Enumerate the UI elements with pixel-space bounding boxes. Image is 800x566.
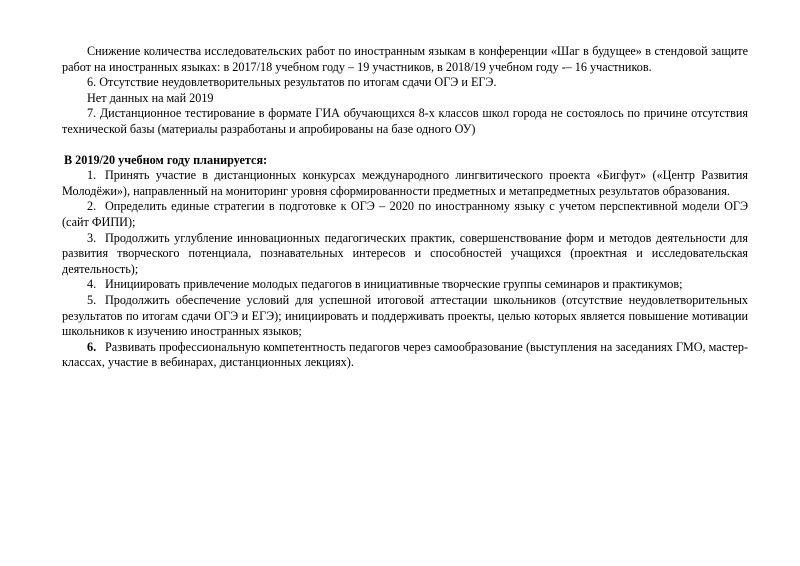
plan-item-number: 5. (87, 292, 97, 307)
plan-item (62, 199, 748, 230)
plan-item-text: Продолжить углубление инновационных педагогических практик, совершенствование форм и методов деятельности для развития творческого потенциала, познавательных интересов и способностей учащихся (проектная и исследовательская деятельность); (62, 230, 748, 276)
plan-item (62, 293, 748, 340)
spacer (62, 138, 748, 153)
plan-item-number: 6. (87, 339, 97, 354)
plan-item (62, 168, 748, 199)
plan-item (62, 277, 748, 293)
plan-item-number: 2. (87, 199, 97, 214)
paragraph-no-unsatisfactory-results: 6. Отсутствие неудовлетворительных результатов по итогам сдачи ОГЭ и ЕГЭ. (87, 75, 497, 90)
plan-item-text: Инициировать привлечение молодых педагогов в инициативные творческие группы семинаров и практикумов; (105, 277, 683, 292)
plan-item-text: Продолжить обеспечение условий для успешной итоговой аттестации школьников (отсутствие неудовлетворительных результатов по итогам сдачи ОГЭ и ЕГЭ); инициировать и поддерживать проекты, целью которых является повышение мотивации школьников к изучению иностранных языков; (62, 292, 748, 339)
paragraph-no-data: Нет данных на май 2019 (87, 90, 214, 105)
plan-item-text: Развивать профессиональную компетентность педагогов через самообразование (выступления на заседаниях ГМО, мастер-классах, участие в вебинарах, дистанционных лекциях). (62, 339, 748, 370)
plan-item-text: Определить единые стратегии в подготовке к ОГЭ – 2020 по иностранному языку с учетом перспективной модели ОГЭ (сайт ФИПИ); (62, 199, 748, 229)
plan-heading: В 2019/20 учебном году планируется: (64, 152, 268, 167)
plan-item-number: 3. (87, 230, 97, 245)
document-page (62, 44, 748, 371)
plan-item-number: 4. (87, 277, 97, 292)
paragraph-research-decline: Снижение количества исследовательских работ по иностранным языкам в конференции «Шаг в будущее» в стендовой защите работ на иностранных языках: в 2017/18 учебном году – 19 участников, в 2018/19 учебном году -– 16 участников. (62, 44, 748, 74)
plan-item (62, 340, 748, 371)
plan-item-number: 1. (87, 168, 97, 183)
plan-item-text: Принять участие в дистанционных конкурсах международного лингвитического проекта «Бигфут» («Центр Развития Молодёжи»), направленный на мониторинг уровня сформированности предметных и метапредметных результатов образования. (62, 168, 748, 198)
plan-item (62, 231, 748, 278)
paragraph-remote-testing: 7. Дистанционное тестирование в формате ГИА обучающихся 8-х классов школ города не состоялось по причине отсутствия технической базы (материалы разработаны и апробированы на базе одного ОУ) (62, 106, 748, 136)
